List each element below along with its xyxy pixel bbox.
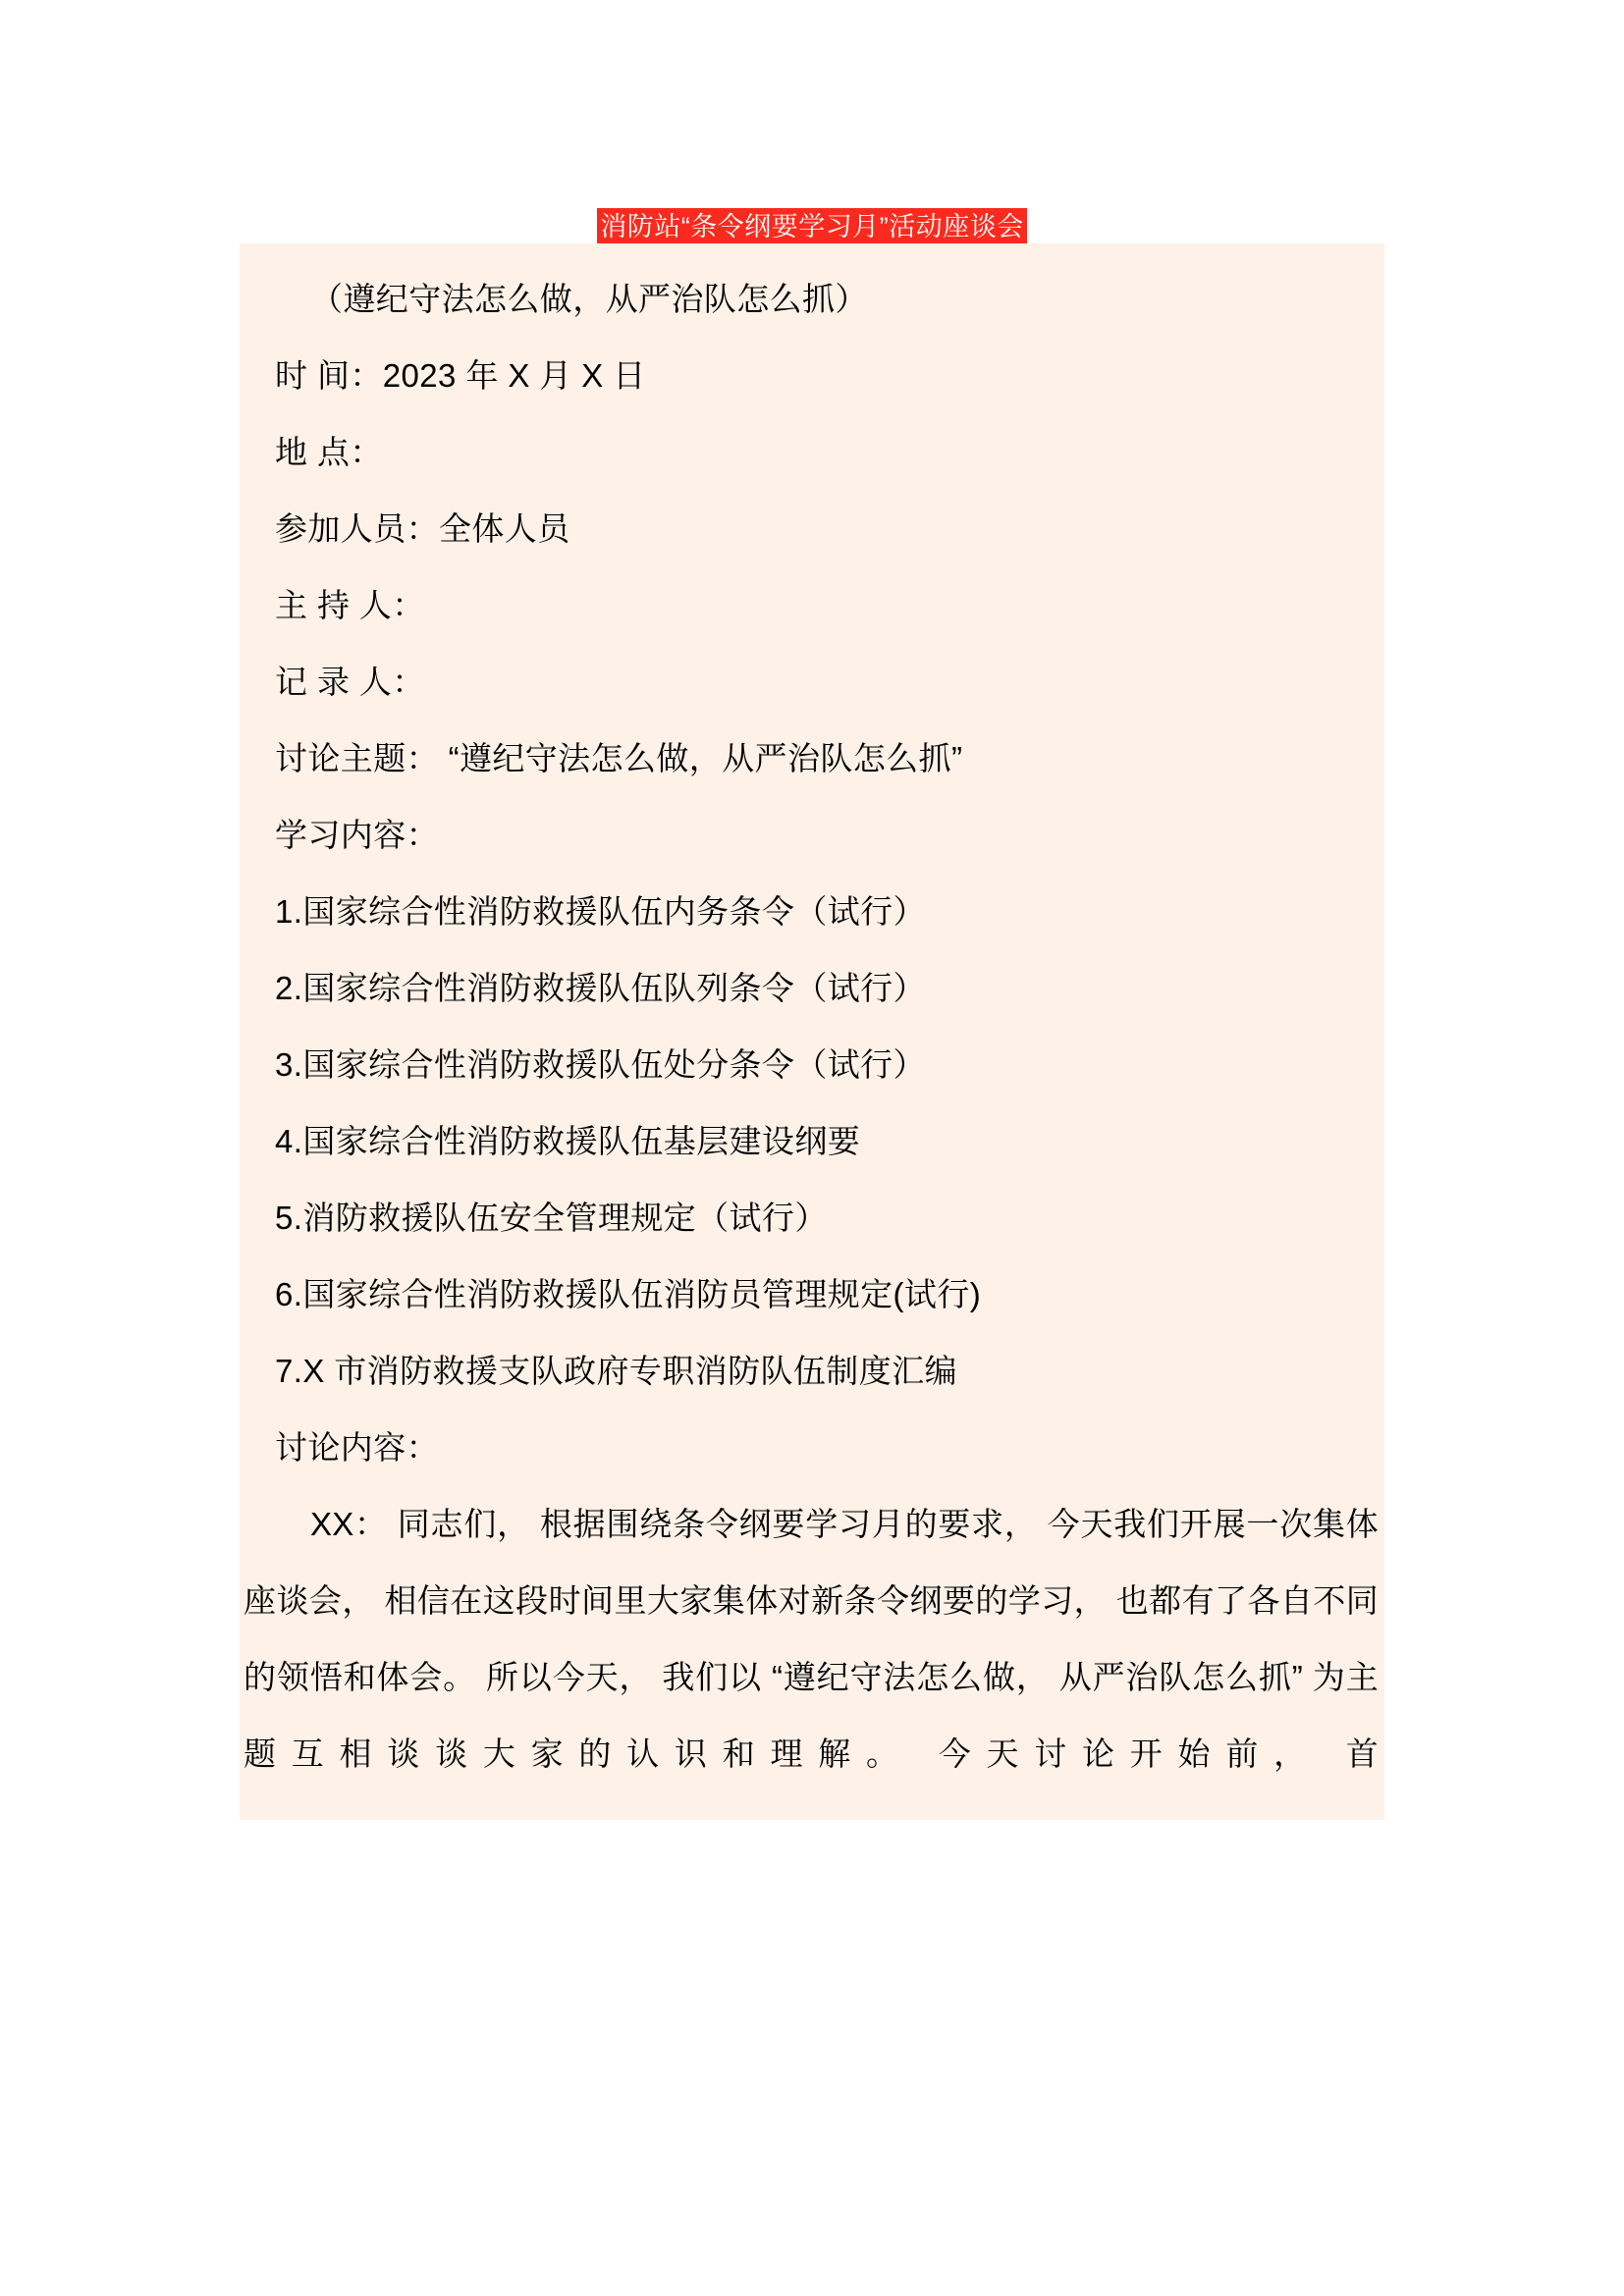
meta-line-study-heading: 学习内容： — [275, 817, 439, 853]
study-item: 5.消防救援队伍安全管理规定（试行） — [275, 1200, 828, 1236]
document-subtitle: （遵纪守法怎么做，从严治队怎么抓） — [310, 281, 868, 317]
study-item: 3.国家综合性消防救援队伍处分条令（试行） — [275, 1046, 926, 1083]
page-title: 消防站“条令纲要学习月”活动座谈会 — [597, 208, 1026, 247]
study-item: 2.国家综合性消防救援队伍队列条令（试行） — [275, 970, 926, 1006]
meta-line-location: 地 点： — [275, 434, 383, 470]
study-item: 7.X 市消防救援支队政府专职消防队伍制度汇编 — [275, 1353, 957, 1389]
discussion-heading: 讨论内容： — [275, 1429, 439, 1466]
discussion-paragraph: XX： 同志们， 根据围绕条令纲要学习月的要求， 今天我们开展一次集体座谈会， 相信在这段时间里大家集体对新条令纲要的学习， 也都有了各自不同的领悟和体会。 所以今天， 我们以 “遵纪守法怎么做， 从严治队怎么抓” 为主题互相谈谈大家的认识和理解。 今天讨论开始前， 首 — [244, 1506, 1379, 1772]
meta-line-topic: 讨论主题： “遵纪守法怎么做，从严治队怎么抓” — [275, 740, 963, 776]
document-body — [240, 243, 1384, 1820]
meta-line-host: 主 持 人： — [275, 587, 425, 623]
meta-line-time: 时 间：2023 年 X 月 X 日 — [275, 357, 646, 394]
study-item: 6.国家综合性消防救援队伍消防员管理规定(试行) — [275, 1276, 982, 1312]
meta-line-participants: 参加人员：全体人员 — [275, 510, 570, 547]
study-item: 1.国家综合性消防救援队伍内务条令（试行） — [275, 893, 926, 930]
study-item: 4.国家综合性消防救援队伍基层建设纲要 — [275, 1123, 861, 1159]
document-title-container — [0, 208, 1624, 247]
meta-line-recorder: 记 录 人： — [275, 664, 425, 700]
